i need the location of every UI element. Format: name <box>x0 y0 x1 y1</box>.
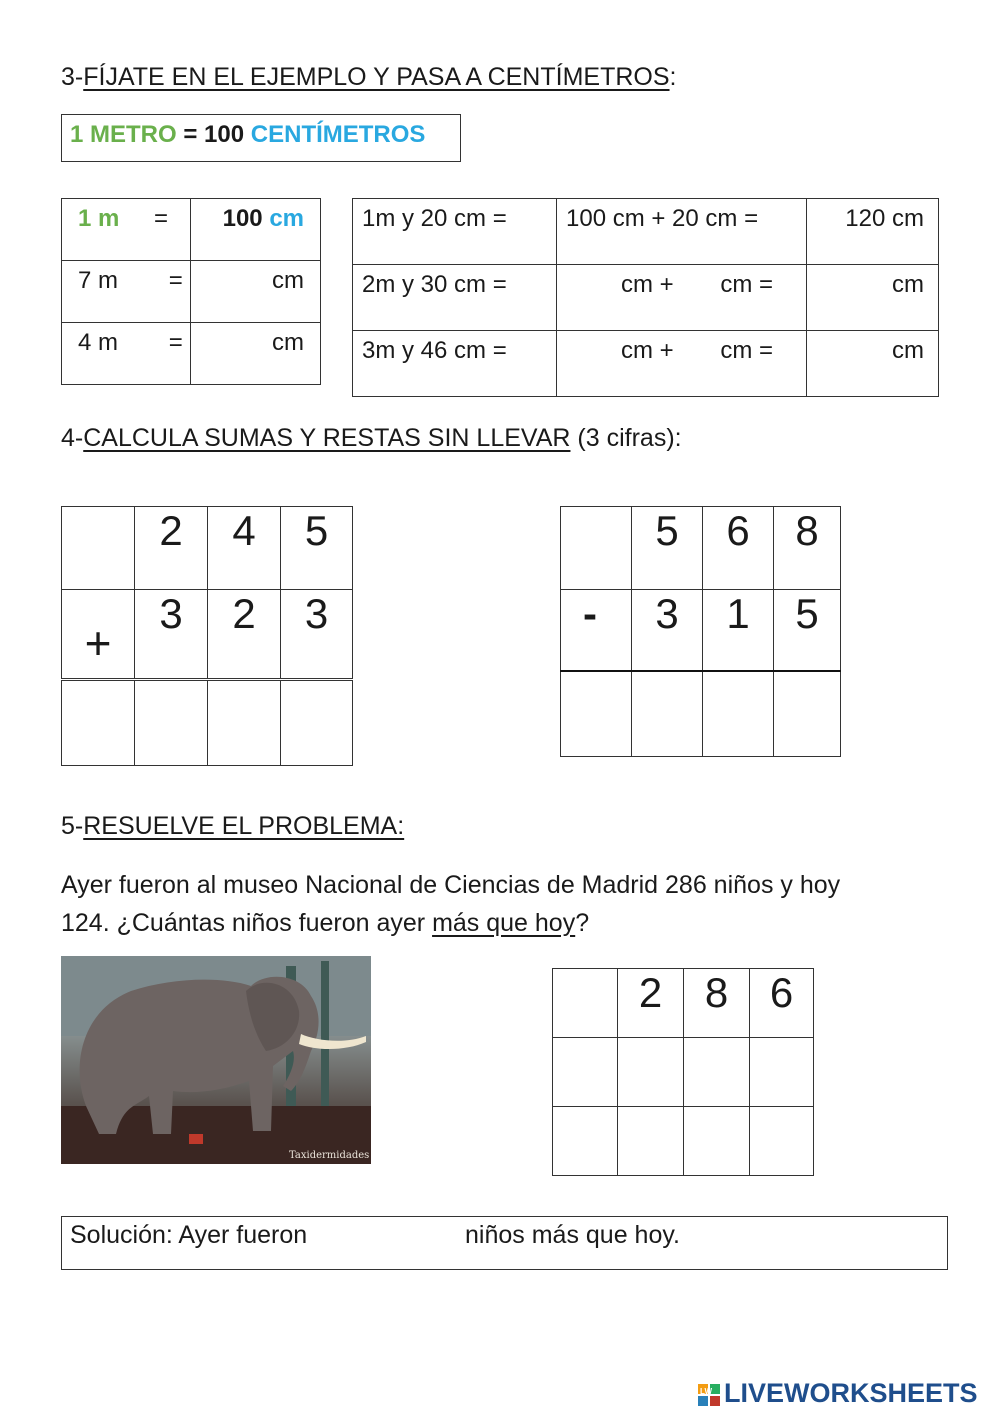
section4-number: 4- <box>61 424 84 452</box>
conversion-label-text: 2m y 30 cm = <box>362 271 507 298</box>
conversion-label <box>353 265 557 331</box>
digit: 2 <box>159 507 183 554</box>
addition-grid <box>61 506 353 766</box>
grid-digit <box>774 507 841 590</box>
conversion-middle-input[interactable] <box>557 265 807 331</box>
digit: 4 <box>232 507 256 554</box>
digit: 3 <box>304 590 329 637</box>
grid-digit <box>750 969 814 1038</box>
conversion-result-text: cm <box>892 271 924 298</box>
problem-grid <box>552 968 814 1176</box>
answer-input[interactable] <box>618 1107 684 1176</box>
meters-table <box>61 198 321 385</box>
operator-text: - <box>583 590 597 637</box>
problem-underlined: más que hoy <box>432 909 576 937</box>
equals-sign: = <box>154 205 169 232</box>
answer-cell <box>62 680 135 766</box>
photo-caption: Taxidermidades <box>289 1150 370 1161</box>
problem-text-end: ? <box>575 909 590 937</box>
meters-cell-label <box>62 323 191 385</box>
meters-answer-input[interactable] <box>191 261 321 323</box>
plus-operator <box>62 590 135 680</box>
digit-input[interactable] <box>684 1038 750 1107</box>
cm-plus-text: cm + <box>621 337 674 364</box>
grid-digit <box>281 507 353 590</box>
elephant-photo <box>61 956 371 1164</box>
digit: 5 <box>795 590 819 637</box>
equals-sign: = <box>168 329 183 356</box>
example-cm-value: 100 <box>204 121 245 148</box>
grid-digit <box>281 590 353 680</box>
grid-digit <box>618 969 684 1038</box>
conversion-result-text: 120 cm <box>845 205 924 232</box>
example-box <box>61 114 461 162</box>
equals-sign: = <box>168 267 183 294</box>
grid-row-answer <box>561 671 841 757</box>
digit: 5 <box>304 507 329 554</box>
meters-cell-answer <box>191 199 321 261</box>
answer-input[interactable] <box>632 671 703 757</box>
brand-text: LIVEWORKSHEETS <box>724 1378 978 1408</box>
grid-digit <box>208 507 281 590</box>
conversion-label-text: 3m y 46 cm = <box>362 337 507 364</box>
section4-heading <box>61 424 682 453</box>
digit-input[interactable] <box>750 1038 814 1107</box>
answer-input[interactable] <box>135 680 208 766</box>
conversion-label <box>353 199 557 265</box>
conversion-label <box>353 331 557 397</box>
grid-digit <box>684 969 750 1038</box>
cm-value: 100 <box>222 205 263 232</box>
grid-digit <box>632 590 703 672</box>
solution-suffix: niños más que hoy. <box>465 1221 680 1249</box>
conversion-result-text: cm <box>892 337 924 364</box>
grid-row-answer <box>62 680 353 766</box>
grid-digit <box>135 590 208 680</box>
cm-unit: cm <box>272 267 304 294</box>
cm-unit: cm <box>269 205 304 232</box>
answer-cell <box>553 1107 618 1176</box>
conversion-row <box>353 265 939 331</box>
digit: 2 <box>232 590 256 637</box>
grid-digit <box>703 590 774 672</box>
section3-heading <box>61 63 676 92</box>
section5-number: 5- <box>61 812 84 840</box>
example-equals: = <box>183 121 198 148</box>
grid-cell <box>561 507 632 590</box>
grid-row-top <box>553 969 814 1038</box>
meters-value: 1 m <box>78 205 120 232</box>
minus-operator <box>561 590 632 672</box>
meters-row <box>62 323 321 385</box>
conversion-result <box>807 199 939 265</box>
grid-row-bottom <box>561 590 841 672</box>
grid-digit <box>632 507 703 590</box>
grid-row-bottom <box>62 590 353 680</box>
problem-line-1: Ayer fueron al museo Nacional de Ciencias de Madrid 286 niños y hoy <box>61 871 841 899</box>
section4-suffix: (3 cifras): <box>570 424 682 452</box>
grid-cell <box>62 507 135 590</box>
operator-input[interactable] <box>553 1038 618 1107</box>
digit: 6 <box>769 969 794 1016</box>
digit: 3 <box>655 590 679 637</box>
conversion-middle <box>557 199 807 265</box>
digit: 3 <box>159 590 183 637</box>
elephant-illustration <box>61 956 371 1164</box>
conversion-middle-text: 100 cm + 20 cm = <box>566 205 759 232</box>
conversion-label-text: 1m y 20 cm = <box>362 205 507 232</box>
answer-input[interactable] <box>208 680 281 766</box>
meters-cell-label <box>62 199 191 261</box>
conversion-result-input[interactable] <box>807 331 939 397</box>
conversion-row <box>353 331 939 397</box>
cm-equals-text: cm = <box>720 337 774 364</box>
problem-text <box>61 866 961 942</box>
grid-row-answer <box>553 1107 814 1176</box>
subtraction-grid <box>560 506 841 757</box>
logo-letters: LW <box>700 1387 712 1396</box>
section3-colon: : <box>669 63 677 91</box>
answer-input[interactable] <box>684 1107 750 1176</box>
answer-input[interactable] <box>750 1107 814 1176</box>
digit: 1 <box>726 590 750 637</box>
conversion-row <box>353 199 939 265</box>
meters-value: 4 m <box>78 329 119 356</box>
section3-title: FÍJATE EN EL EJEMPLO Y PASA A CENTÍMETROS <box>83 63 670 91</box>
problem-text-part: 124. ¿Cuántas niños fueron ayer <box>61 909 433 937</box>
conversion-table <box>352 198 939 397</box>
digit: 8 <box>704 969 729 1016</box>
digit: 5 <box>655 507 679 554</box>
answer-cell <box>561 671 632 757</box>
grid-digit <box>703 507 774 590</box>
solution-answer-input[interactable] <box>347 1221 457 1257</box>
digit: 8 <box>795 507 819 554</box>
solution-box <box>61 1216 948 1270</box>
meters-cell-label <box>62 261 191 323</box>
example-metro: 1 METRO <box>70 121 177 148</box>
grid-cell <box>553 969 618 1038</box>
cm-unit: cm <box>272 329 304 356</box>
conversion-result-input[interactable] <box>807 265 939 331</box>
problem-line-2 <box>61 904 961 942</box>
answer-input[interactable] <box>281 680 353 766</box>
digit-input[interactable] <box>618 1038 684 1107</box>
section4-title: CALCULA SUMAS Y RESTAS SIN LLEVAR <box>83 424 571 452</box>
answer-input[interactable] <box>703 671 774 757</box>
cm-plus-text: cm + <box>621 271 674 298</box>
meters-row <box>62 199 321 261</box>
meters-answer-input[interactable] <box>191 323 321 385</box>
grid-digit <box>135 507 208 590</box>
solution-prefix: Solución: Ayer fueron <box>70 1221 308 1249</box>
grid-row-top <box>561 507 841 590</box>
grid-digit <box>774 590 841 672</box>
answer-input[interactable] <box>774 671 841 757</box>
operator-text: + <box>84 617 112 669</box>
conversion-middle-input[interactable] <box>557 331 807 397</box>
grid-digit <box>208 590 281 680</box>
example-text <box>70 121 425 149</box>
meters-value: 7 m <box>78 267 119 294</box>
section5-title: RESUELVE EL PROBLEMA: <box>83 812 405 840</box>
liveworksheets-icon <box>698 1384 720 1406</box>
digit: 2 <box>638 969 663 1016</box>
grid-row-middle <box>553 1038 814 1107</box>
example-cm-unit: CENTÍMETROS <box>250 121 426 148</box>
section5-heading <box>61 812 404 841</box>
digit: 6 <box>726 507 750 554</box>
section3-number: 3- <box>61 63 84 91</box>
cm-equals-text: cm = <box>720 271 774 298</box>
grid-row-top <box>62 507 353 590</box>
meters-row <box>62 261 321 323</box>
